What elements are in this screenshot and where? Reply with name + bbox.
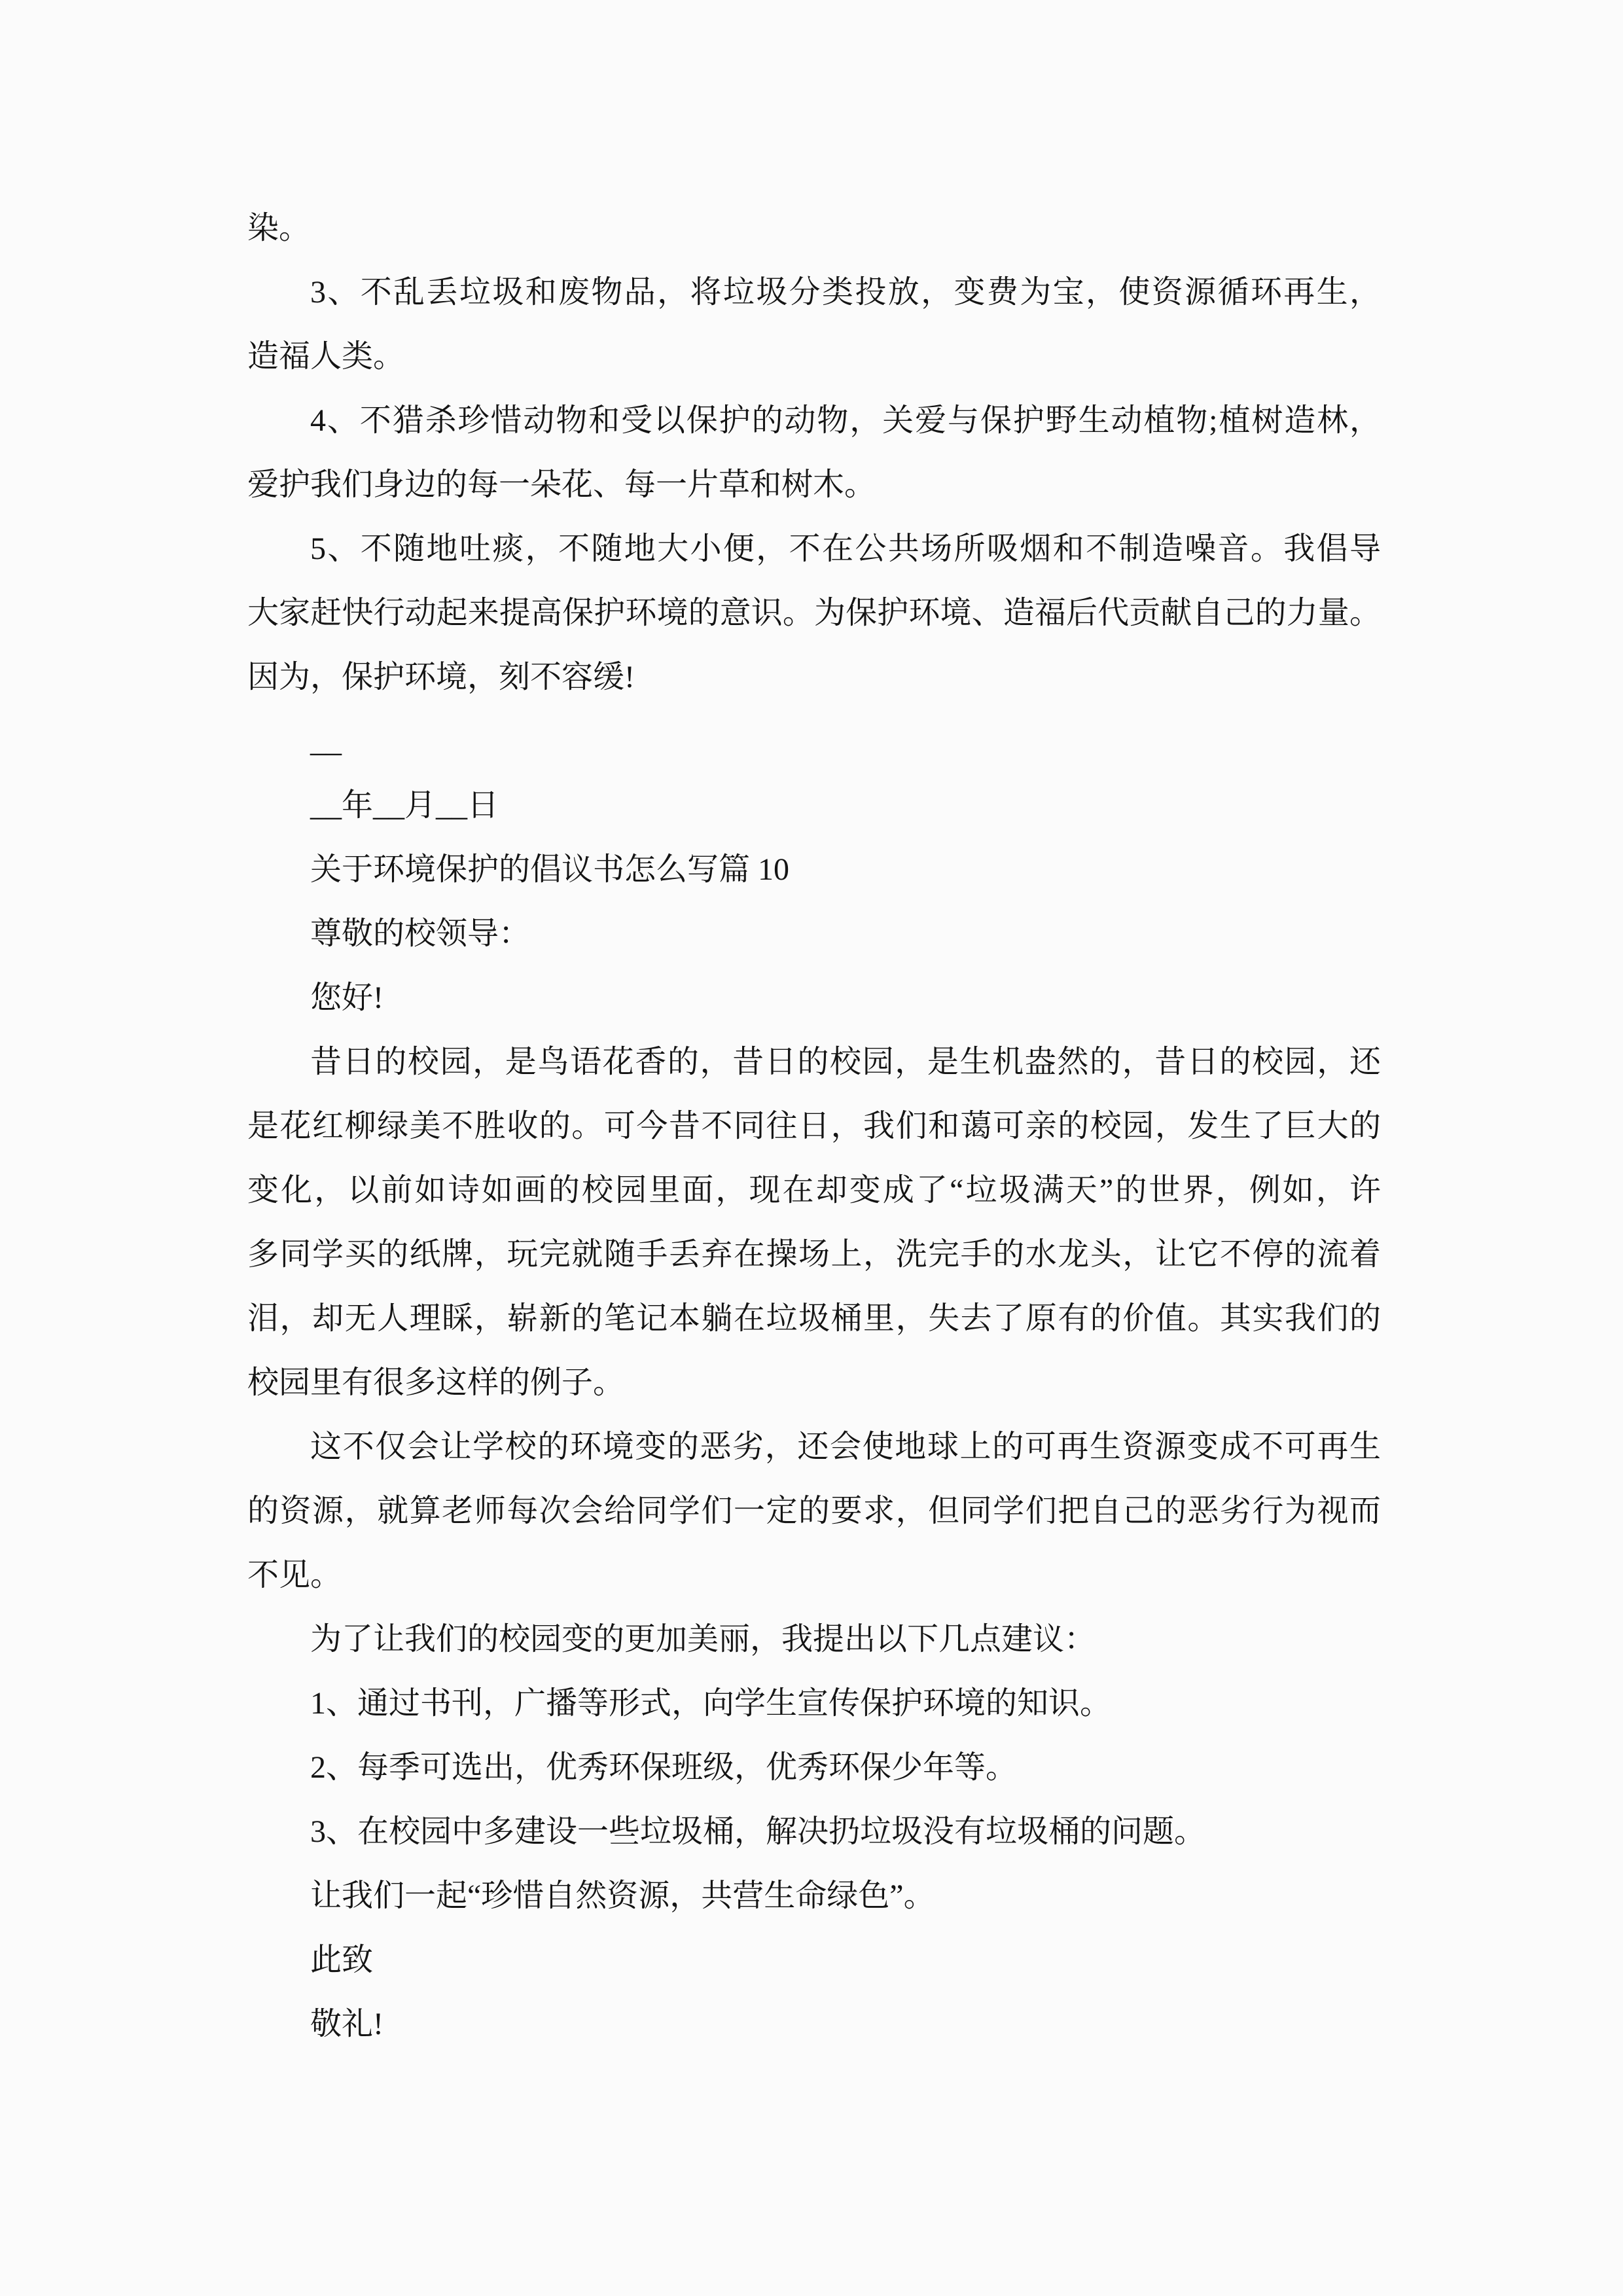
text-line: 爱护我们身边的每一朵花、每一片草和树木。 xyxy=(247,467,876,502)
text-line: 泪，却无人理睬，崭新的笔记本躺在垃圾桶里，失去了原有的价值。其实我们的 xyxy=(247,1301,1381,1336)
text-line: 4、不猎杀珍惜动物和受以保护的动物，关爱与保护野生动植物;植树造林， xyxy=(310,403,1381,438)
text-line: 因为，保护环境，刻不容缓! xyxy=(247,660,635,694)
text-line: 为了让我们的校园变的更加美丽，我提出以下几点建议： xyxy=(310,1622,1096,1657)
text-line: 是花红柳绿美不胜收的。可今昔不同往日，我们和蔼可亲的校园，发生了巨大的 xyxy=(247,1109,1381,1143)
text-line: 3、在校园中多建设一些垃圾桶，解决扔垃圾没有垃圾桶的问题。 xyxy=(310,1814,1206,1849)
text-line: 5、不随地吐痰，不随地大小便，不在公共场所吸烟和不制造噪音。我倡导 xyxy=(310,531,1381,566)
text-block xyxy=(247,196,1381,2056)
text-line: 校园里有很多这样的例子。 xyxy=(247,1365,625,1400)
text-line: 多同学买的纸牌，玩完就随手丢弃在操场上，洗完手的水龙头，让它不停的流着 xyxy=(247,1237,1381,1272)
text-line: 造福人类。 xyxy=(247,339,405,374)
text-line: 这不仅会让学校的环境变的恶劣，还会使地球上的可再生资源变成不可再生 xyxy=(310,1429,1381,1464)
text-line: 3、不乱丢垃圾和废物品，将垃圾分类投放，变费为宝，使资源循环再生， xyxy=(310,275,1381,310)
text-line: 此致 xyxy=(310,1943,374,1977)
text-line: 尊敬的校领导： xyxy=(310,916,531,951)
text-line: 敬礼! xyxy=(310,2007,383,2041)
text-line: 让我们一起“珍惜自然资源，共营生命绿色”。 xyxy=(310,1878,935,1913)
text-line: 染。 xyxy=(247,211,311,245)
text-line: __ xyxy=(310,724,342,759)
text-line: 大家赶快行动起来提高保护环境的意识。为保护环境、造福后代贡献自己的力量。 xyxy=(247,596,1381,630)
text-line: __年__月__日 xyxy=(310,788,499,823)
text-line: 不见。 xyxy=(247,1558,342,1592)
text-line: 2、每季可选出，优秀环保班级，优秀环保少年等。 xyxy=(310,1750,1018,1785)
text-line: 的资源，就算老师每次会给同学们一定的要求，但同学们把自己的恶劣行为视而 xyxy=(247,1494,1381,1528)
text-line: 1、通过书刊，广播等形式，向学生宣传保护环境的知识。 xyxy=(310,1686,1112,1721)
text-line: 您好! xyxy=(310,980,383,1015)
text-line: 关于环境保护的倡议书怎么写篇 10 xyxy=(310,852,790,887)
text-line: 变化，以前如诗如画的校园里面，现在却变成了“垃圾满天”的世界，例如，许 xyxy=(247,1173,1381,1208)
text-line: 昔日的校园，是鸟语花香的，昔日的校园，是生机盎然的，昔日的校园，还 xyxy=(310,1045,1381,1079)
